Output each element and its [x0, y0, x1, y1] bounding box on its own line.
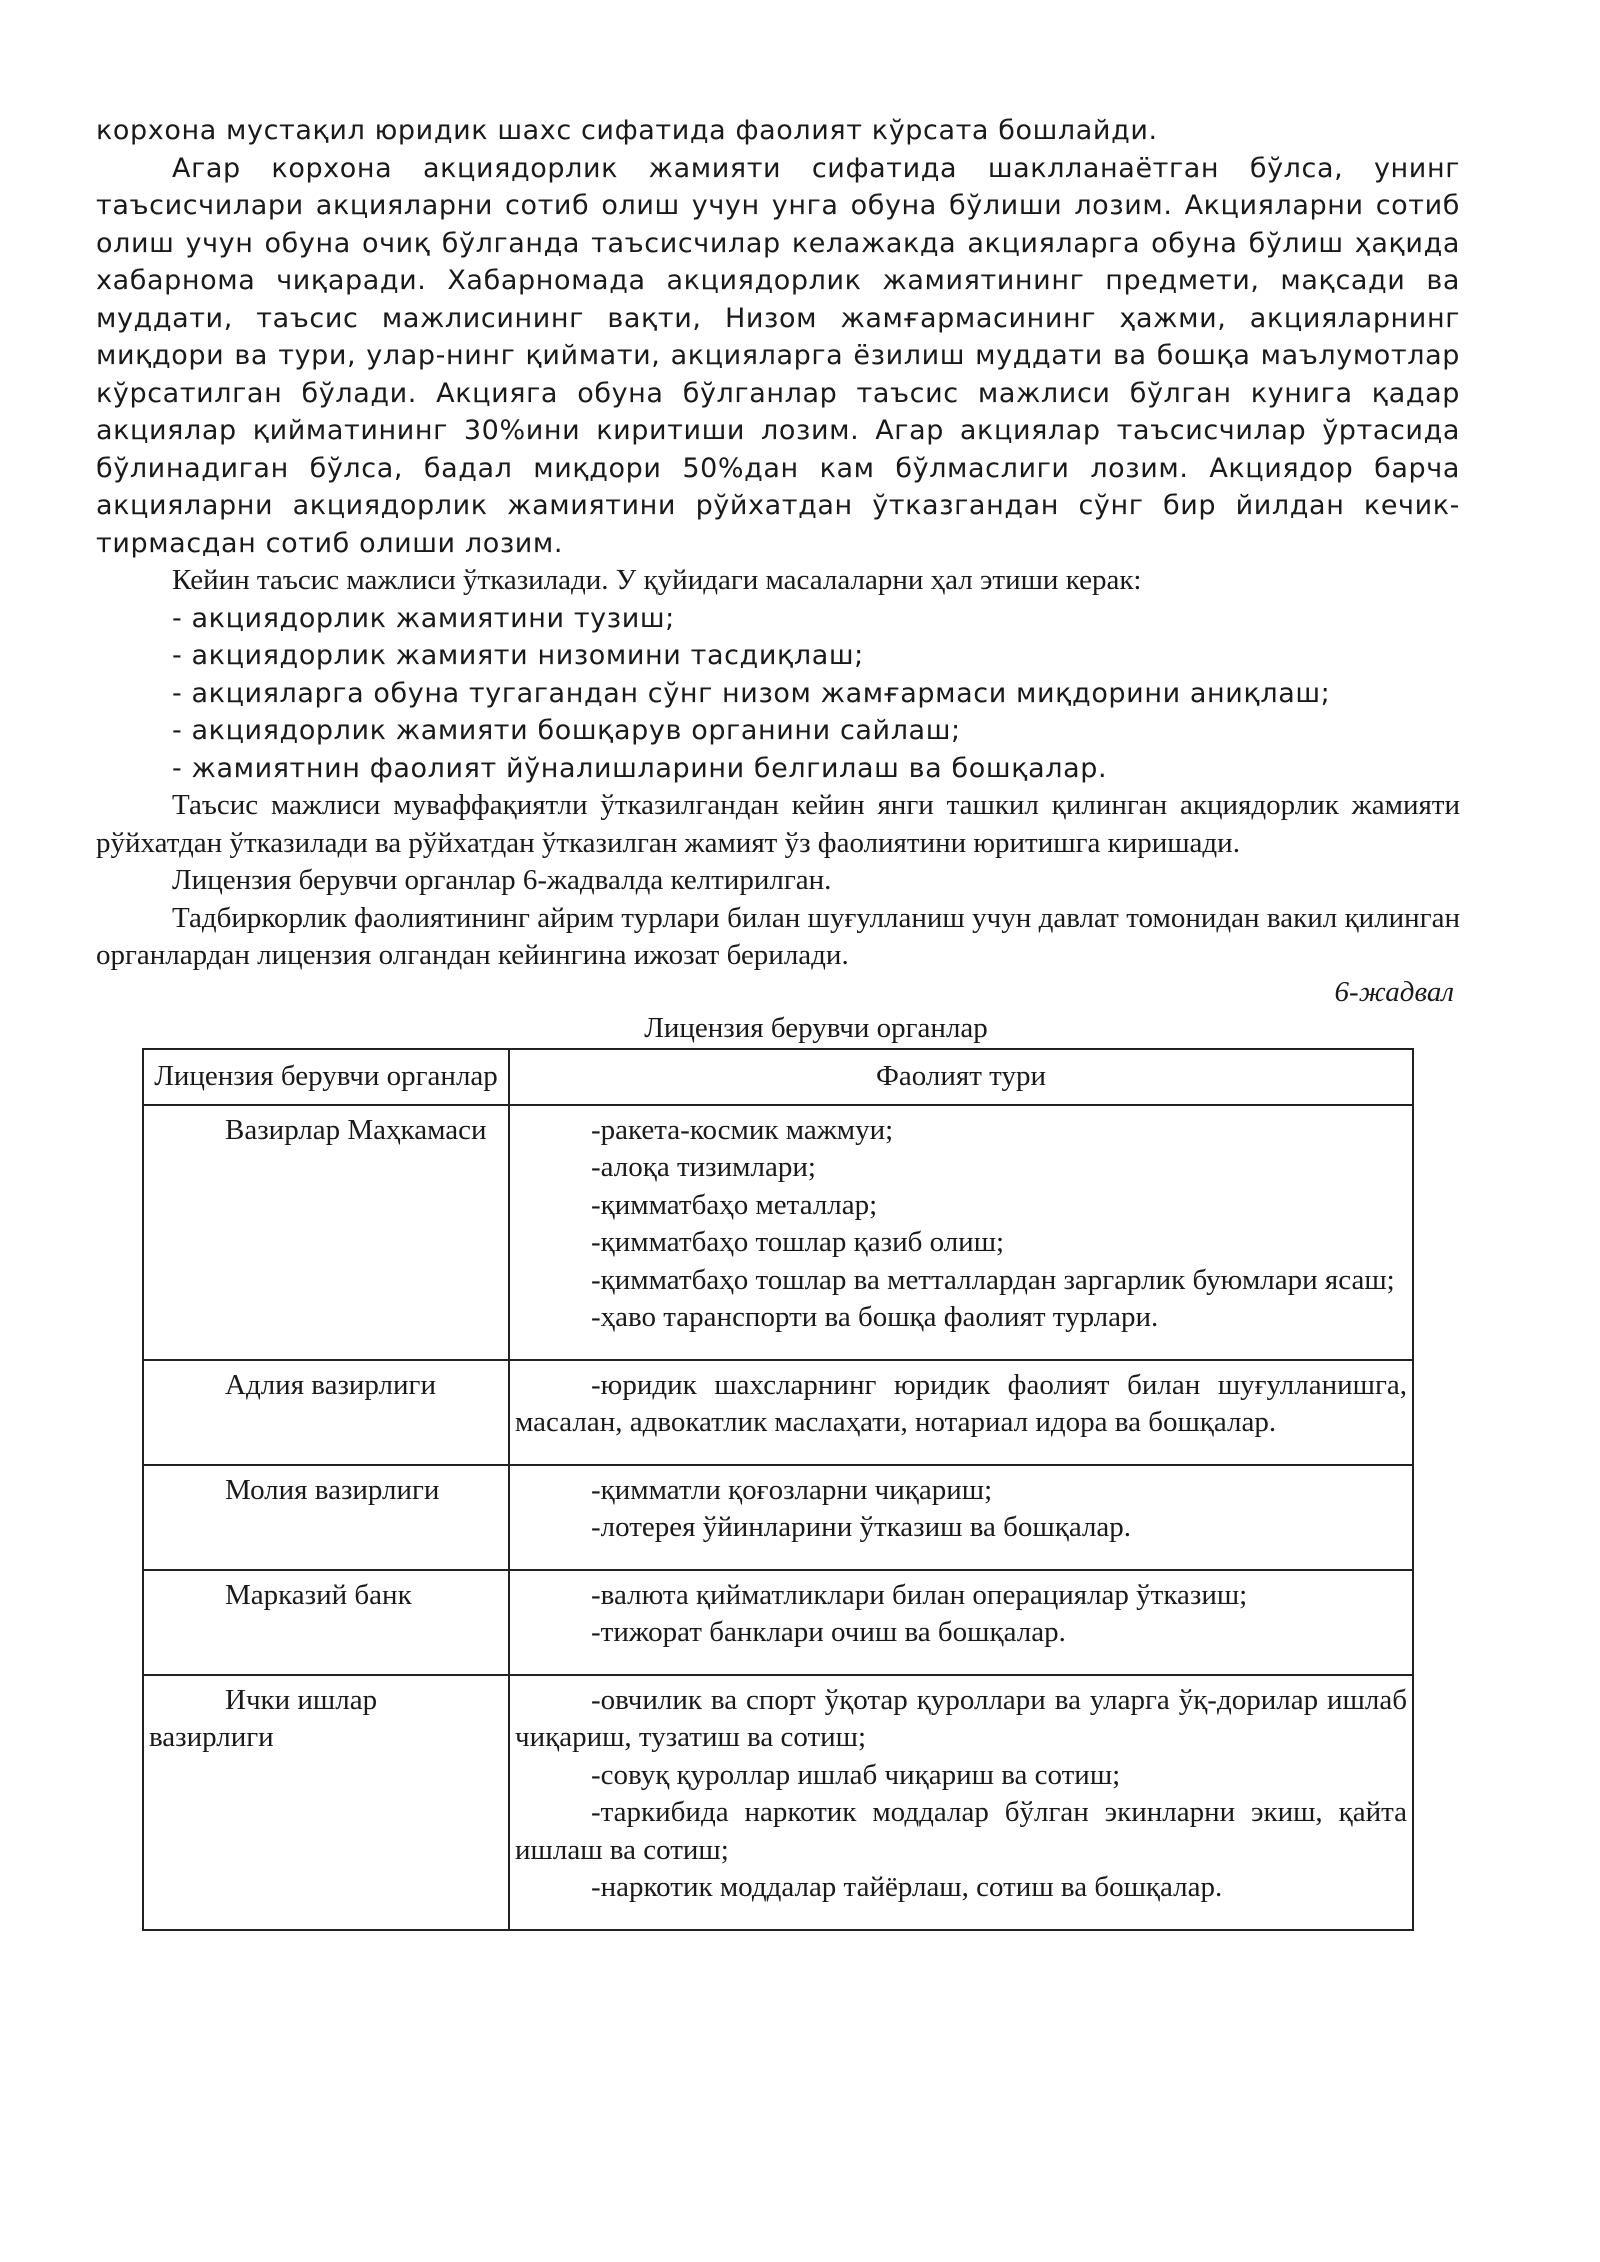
activity-item: -қимматбаҳо тошлар ва метталлардан заргарлик буюмлари ясаш;	[591, 1263, 1395, 1296]
activity-item: -ракета-космик мажмуи;	[591, 1113, 894, 1146]
organ-cell: Вазирлар Маҳкамаси	[143, 1105, 509, 1360]
list-item: - жамиятнин фаолият йўналишларини белгилаш ва бошқалар.	[172, 752, 1108, 784]
header-organs	[143, 1049, 509, 1105]
organ-cell: Марказий банк	[143, 1570, 509, 1675]
activity-item: -овчилик ва спорт ўқотар қуроллари ва уларга ўқ-дорилар ишлаб чиқариш, тузатиш ва сотиш;	[515, 1683, 1407, 1753]
header-activity-label: Фаолият тури	[876, 1060, 1046, 1092]
list-item: - акциядорлик жамияти бошқарув органини сайлаш;	[172, 715, 961, 746]
activity-cell	[509, 1465, 1413, 1570]
table-row	[143, 1465, 1413, 1570]
organ-cell: Ички ишлар вазирлиги	[143, 1675, 509, 1930]
activity-cell	[509, 1570, 1413, 1675]
activity-item: -юридик шахсларнинг юридик фаолият билан шуғулланишга, масалан, адвокатлик маслаҳати, нотариал идора ва бошқалар.	[515, 1368, 1407, 1438]
table-title: Лицензия берувчи органлар	[644, 1012, 988, 1044]
list-item: - акцияларга обуна тугагандан сўнг низом жамғармаси миқдорини аниқлаш;	[172, 677, 1331, 709]
list-item: - акциядорлик жамиятини тузиш;	[172, 602, 675, 634]
activity-item: -таркибида наркотик моддалар бўлган экинларни экиш, қайта ишлаш ва сотиш;	[515, 1796, 1407, 1866]
table-row	[143, 1105, 1413, 1360]
body-text	[96, 112, 1460, 975]
paragraph: Кейин таъсис мажлиси ўтказилади. У қуйидаги масалаларни ҳал этиши керак:	[172, 564, 1142, 596]
header-organs-label: Лицензия берувчи органлар	[154, 1060, 498, 1092]
header-activity	[509, 1049, 1413, 1105]
table-row	[143, 1570, 1413, 1675]
activity-item: -наркотик моддалар тайёрлаш, сотиш ва бошқалар.	[591, 1871, 1223, 1903]
paragraph: Таъсис мажлиси муваффақиятли ўтказилгандан кейин янги ташкил қилинган акциядорлик жамияти рўйхатдан ўтказилади ва рўйхатдан ўтказилган жамият ўз фаолиятини юритишга киришади.	[96, 789, 1460, 859]
activity-item: -ҳаво таранспорти ва бошқа фаолият турлари.	[591, 1301, 1159, 1333]
paragraph: Агар корхона акциядорлик жамияти сифатида шаклланаётган бўлса, унинг таъсисчилари акцияларни сотиб олиш учун унга обуна бўлиши лозим. Акцияларни сотиб олиш учун обуна очиқ бўлганда таъсисчилар келажакда акцияларга обуна бўлиш ҳақида хабарнома чиқаради. Хабарномада акциядорлик жамиятининг предмети, мақсади ва муддати, таъсис мажлисининг вақти, Низом жамғармасининг ҳажми, акцияларнинг миқдори ва тури, улар-нинг қиймати, акцияларга ёзилиш муддати ва бошқа маълумотлар кўрсатилган бўлади. Акцияга обуна бўлганлар таъсис мажлиси бўлган кунига қадар акциялар қийматининг 30%ини киритиши лозим. Агар акциялар таъсисчилар ўртасида бўлинадиган бўлса, бадал миқдори 50%дан кам бўлмаслиги лозим. Акциядор барча акцияларни акциядорлик жамиятини рўйхатдан ўтказгандан сўнг бир йилдан кечик-тирмасдан сотиб олиши лозим.	[96, 152, 1460, 559]
table-number: 6-жадвал	[1334, 976, 1454, 1008]
activity-cell	[509, 1360, 1413, 1465]
activity-item: -қимматли қоғозларни чиқариш;	[591, 1473, 993, 1506]
paragraph: Тадбиркорлик фаолиятининг айрим турлари билан шуғулланиш учун давлат томонидан вакил қилинган органлардан лицензия олгандан кейингина ижозат берилади.	[96, 901, 1460, 971]
activity-cell	[509, 1105, 1413, 1360]
activity-item: -қимматбаҳо тошлар қазиб олиш;	[591, 1226, 1005, 1258]
organ-cell: Молия вазирлиги	[143, 1465, 509, 1570]
list-item: - акциядорлик жамияти низомини тасдиқлаш;	[172, 640, 864, 671]
activity-item: -валюта қийматликлари билан операциялар ўтказиш;	[591, 1578, 1248, 1611]
activity-item: -алоқа тизимлари;	[591, 1151, 816, 1183]
license-table	[142, 1048, 1414, 1931]
table-header-row	[143, 1049, 1413, 1105]
activity-item: -лотерея ўйинларини ўтказиш ва бошқалар.	[591, 1511, 1132, 1543]
table-row	[143, 1675, 1413, 1930]
activity-item: -совуқ қуроллар ишлаб чиқариш ва сотиш;	[591, 1758, 1121, 1791]
activity-cell	[509, 1675, 1413, 1930]
table-row	[143, 1360, 1413, 1465]
paragraph: Лицензия берувчи органлар 6-жадвалда келтирилган.	[172, 864, 832, 896]
activity-item: -қимматбаҳо металлар;	[591, 1188, 878, 1221]
paragraph: корхона мустақил юридик шахс сифатида фаолият кўрсата бошлайди.	[96, 115, 1158, 146]
activity-item: -тижорат банклари очиш ва бошқалар.	[591, 1616, 1066, 1648]
organ-cell: Адлия вазирлиги	[143, 1360, 509, 1465]
